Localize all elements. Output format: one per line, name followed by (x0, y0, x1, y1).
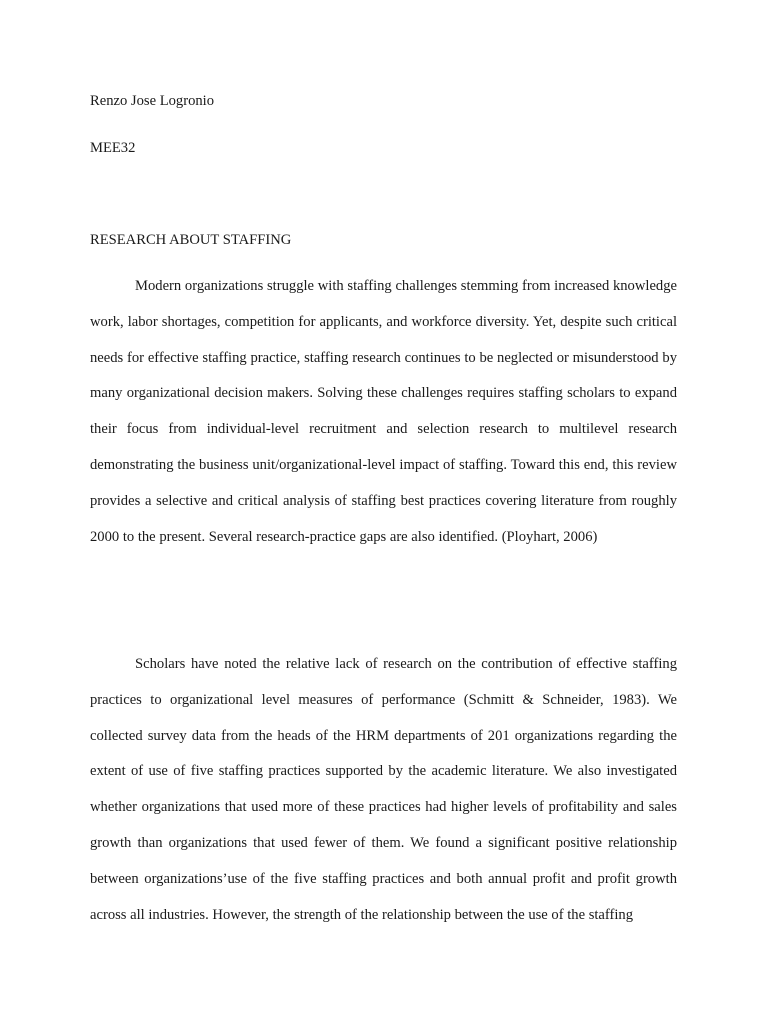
course-code: MEE32 (90, 140, 136, 156)
document-title: RESEARCH ABOUT STAFFING (90, 232, 292, 248)
author-name: Renzo Jose Logronio (90, 93, 215, 109)
paragraph-staffing-practices-study: Scholars have noted the relative lack of research on the contribution of effective staffing practices to organizational level measures of performance (Schmitt & Schneider, 1983). We collected survey data from the heads of the HRM departments of 201 organizations regarding the extent of use of five staffing practices supported by the academic literature. We also investigated whether organizations that used more of these practices had higher levels of profitability and sales growth than organizations that used fewer of them. We found a significant positive relationship between organizations’use of the five staffing practices and both annual profit and profit growth across all industries. However, the strength of the relationship between the use of the staffing (90, 656, 677, 923)
paragraph-staffing-challenges: Modern organizations struggle with staffing challenges stemming from increased knowledge work, labor shortages, competition for applicants, and workforce diversity. Yet, despite such critical needs for effective staffing practice, staffing research continues to be neglected or misunderstood by many organizational decision makers. Solving these challenges requires staffing scholars to expand their focus from individual-level recruitment and selection research to multilevel research demonstrating the business unit/organizational-level impact of staffing. Toward this end, this review provides a selective and critical analysis of staffing best practices covering literature from roughly 2000 to the present. Several research-practice gaps are also identified. (Ployhart, 2006) (90, 278, 677, 545)
